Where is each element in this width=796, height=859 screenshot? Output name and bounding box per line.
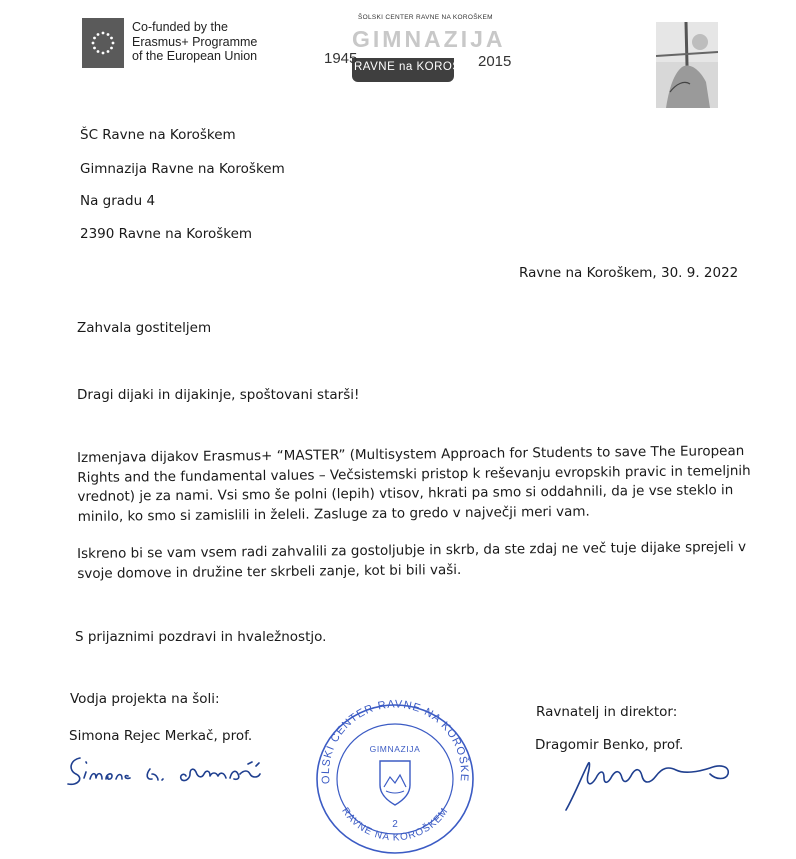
svg-text:ŠOLSKI CENTER RAVNE NA KOROŠKE bbox=[310, 697, 470, 784]
school-logo-year-left: 1945 bbox=[324, 50, 358, 67]
place-date: Ravne na Koroškem, 30. 9. 2022 bbox=[519, 265, 739, 281]
stamp-inner-text: GIMNAZIJA bbox=[369, 744, 421, 754]
subject-line: Zahvala gostiteljem bbox=[77, 320, 212, 336]
school-logo-name: GIMNAZIJA bbox=[352, 26, 506, 52]
school-logo-town: RAVNE na KOROŠKEM bbox=[354, 61, 487, 73]
corner-artwork-image bbox=[656, 22, 718, 108]
body-line: Rights and the fundamental values – Večsistemski pristop k reševanju evropskih pravic in temeljnih bbox=[77, 462, 751, 486]
closing-line: S prijaznimi pozdravi in hvaležnostjo. bbox=[75, 629, 327, 645]
body-line: svoje domove in družine ter skrbeli zanje, kot bi bili vaši. bbox=[77, 561, 462, 582]
eu-flag-logo bbox=[82, 18, 124, 68]
sender-line: ŠC Ravne na Koroškem bbox=[80, 127, 236, 143]
stamp-number: 2 bbox=[392, 819, 398, 830]
body-paragraph-2 bbox=[77, 538, 746, 584]
stamp-bottom-text: RAVNE NA KOROŠKEM bbox=[339, 805, 451, 844]
sender-line: 2390 Ravne na Koroškem bbox=[80, 226, 253, 242]
eu-logo-line: Co-funded by the bbox=[132, 20, 228, 34]
official-stamp bbox=[310, 697, 480, 859]
eu-logo-text bbox=[132, 20, 257, 64]
school-logo-year-right: 2015 bbox=[478, 53, 512, 70]
body-line: minilo, ko smo si zamislili in želeli. Zasluge za to gredo v največji meri vam. bbox=[77, 503, 590, 525]
right-signatory-role: Ravnatelj in direktor: bbox=[536, 704, 678, 720]
sender-line: Gimnazija Ravne na Koroškem bbox=[80, 161, 285, 177]
left-handwritten-signature bbox=[62, 752, 272, 796]
body-line: Izmenjava dijakov Erasmus+ “MASTER” (Multisystem Approach for Students to save The European bbox=[77, 443, 745, 466]
stamp-ring-text: OLSKI CENTER RAVNE NA KOROŠKE bbox=[319, 698, 471, 785]
right-handwritten-signature bbox=[560, 752, 740, 820]
eu-logo-line: Erasmus+ Programme bbox=[132, 34, 258, 49]
left-signatory-name: Simona Rejec Merkač, prof. bbox=[69, 728, 253, 744]
greeting: Dragi dijaki in dijakinje, spoštovani starši! bbox=[77, 387, 360, 403]
eu-logo-line: of the European Union bbox=[132, 49, 258, 63]
right-signatory-name: Dragomir Benko, prof. bbox=[535, 737, 684, 753]
school-logo-caption: ŠOLSKI CENTER RAVNE NA KOROŠKEM bbox=[358, 14, 493, 21]
body-line: vrednot) je za nami. Vsi smo še polni (lepih) vtisov, hkrati pa smo si oddahnili, da je vse steklo in bbox=[77, 482, 734, 505]
body-line: Iskreno bi se vam vsem radi zahvalili za gostoljubje in skrb, da ste zdaj ne več tuje dijake sprejeli v bbox=[77, 538, 747, 562]
sender-line: Na gradu 4 bbox=[80, 193, 156, 209]
body-paragraph-1 bbox=[77, 442, 751, 527]
left-signatory-role: Vodja projekta na šoli: bbox=[70, 691, 220, 707]
